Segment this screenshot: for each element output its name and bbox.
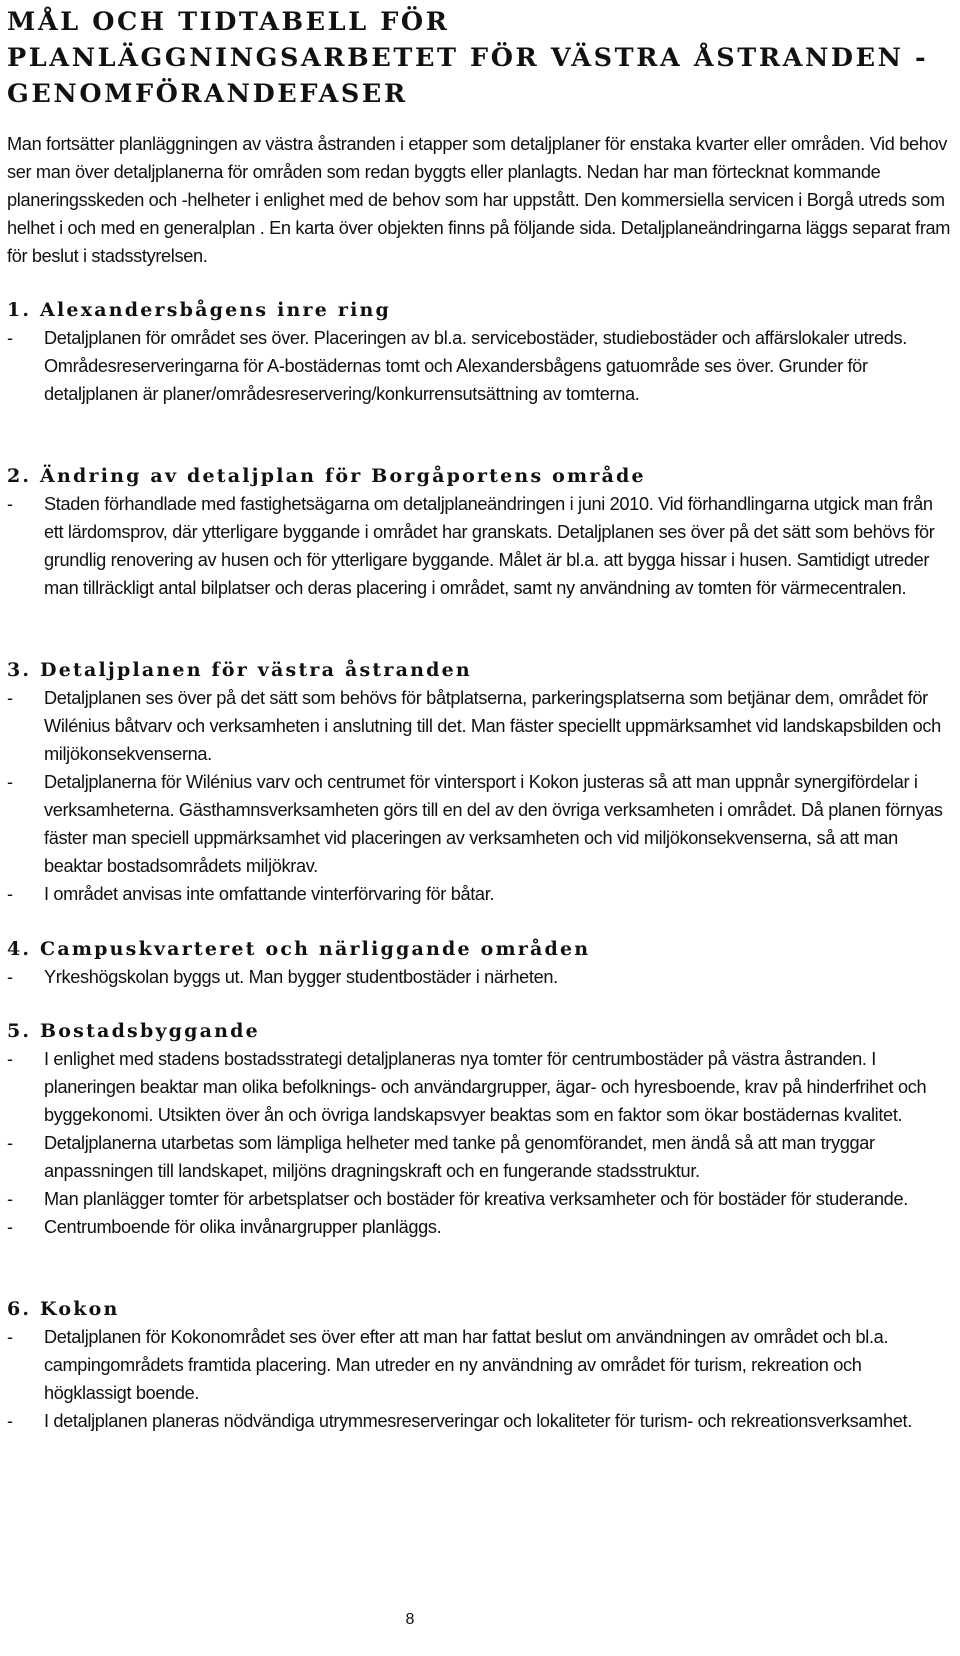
list-item: [7, 324, 952, 408]
item-text: Detaljplanen för området ses över. Placeringen av bl.a. servicebostäder, studiebostäder och affärslokaler utreds. Områdesreserveringarna för A-bostädernas tomt och Alexandersbågens gatuområde ses över. Grunder för detaljplanen är planer/områdesreservering/konkurrensutsättning av tomterna.: [44, 328, 907, 404]
list-item: [7, 490, 952, 602]
title-line-3: GENOMFÖRANDEFASER: [7, 79, 408, 109]
section-heading: 1. Alexandersbågens inre ring: [7, 299, 391, 321]
section-4: [7, 935, 952, 991]
list-item: [7, 768, 952, 880]
bullet-dash: -: [7, 494, 13, 514]
item-text: I enlighet med stadens bostadsstrategi detaljplaneras nya tomter för centrumbostäder på västra åstranden. I planeringen beaktar man olika befolknings- och användargrupper, ägar- och hyresboende, krav på hinderfrihet och byggekonomi. Utsikten över ån och övriga landskapsvyer beaktas som en faktor som ökar bostädernas kvalitet.: [44, 1049, 927, 1125]
item-text: Detaljplanen ses över på det sätt som behövs för båtplatserna, parkeringsplatserna som betjänar dem, området för Wilénius båtvarv och verksamheten i anslutning till det. Man fäster speciellt uppmärksamhet vid landskapsbilden och miljökonsekvenserna.: [44, 688, 941, 764]
bullet-dash: -: [7, 967, 13, 987]
list-item: [7, 1185, 952, 1213]
bullet-dash: -: [7, 1327, 13, 1347]
bullet-dash: -: [7, 884, 13, 904]
item-text: I detaljplanen planeras nödvändiga utrymmesreserveringar och lokaliteter för turism- och rekreationsverksamhet.: [44, 1411, 912, 1431]
list-item: [7, 1213, 952, 1241]
section-heading: 3. Detaljplanen för västra åstranden: [7, 659, 472, 681]
list-item: [7, 963, 952, 991]
bullet-dash: -: [7, 772, 13, 792]
section-5: [7, 1017, 952, 1241]
section-items: [7, 1045, 952, 1241]
section-items: [7, 324, 952, 408]
bullet-dash: -: [7, 688, 13, 708]
section-1: [7, 296, 952, 408]
section-items: [7, 684, 952, 908]
bullet-dash: -: [7, 1217, 13, 1237]
section-items: [7, 490, 952, 602]
section-items: [7, 963, 952, 991]
list-item: [7, 880, 952, 908]
section-heading: 2. Ändring av detaljplan för Borgåportens område: [7, 465, 646, 487]
item-text: Centrumboende för olika invånargrupper planläggs.: [44, 1217, 442, 1237]
title-line-1: MÅL OCH TIDTABELL FÖR: [7, 7, 450, 37]
list-item: [7, 684, 952, 768]
bullet-dash: -: [7, 1189, 13, 1209]
section-heading: 5. Bostadsbyggande: [7, 1020, 260, 1042]
item-text: Detaljplanerna utarbetas som lämpliga helheter med tanke på genomförandet, men ändå så att man tryggar anpassningen till landskapet, miljöns dragningskraft och en fungerande stadsstruktur.: [44, 1133, 875, 1181]
section-heading: 6. Kokon: [7, 1298, 120, 1320]
intro-paragraph: Man fortsätter planläggningen av västra åstranden i etapper som detaljplaner för enstaka kvarter eller områden. Vid behov ser man över detaljplanerna för områden som redan byggts eller planlagts. Nedan har man förtecknat kommande planeringsskeden och -helheter i enlighet med de behov som har uppstått. Den kommersiella servicen i Borgå utreds som helhet i och med en generalplan . En karta över objekten finns på följande sida. Detaljplaneändringarna läggs separat fram för beslut i stadsstyrelsen.: [7, 134, 951, 266]
bullet-dash: -: [7, 1049, 13, 1069]
section-2: [7, 462, 952, 602]
list-item: [7, 1323, 952, 1407]
section-items: [7, 1323, 952, 1435]
item-text: Man planlägger tomter för arbetsplatser och bostäder för kreativa verksamheter och för bostäder för studerande.: [44, 1189, 908, 1209]
list-item: [7, 1407, 952, 1435]
list-item: [7, 1129, 952, 1185]
bullet-dash: -: [7, 1411, 13, 1431]
list-item: [7, 1045, 952, 1129]
section-3: [7, 656, 952, 908]
item-text: I området anvisas inte omfattande vinterförvaring för båtar.: [44, 884, 495, 904]
bullet-dash: -: [7, 328, 13, 348]
page-number: 8: [405, 1611, 415, 1628]
title-line-2: PLANLÄGGNINGSARBETET FÖR VÄSTRA ÅSTRANDEN -: [7, 43, 929, 73]
document-title: [7, 4, 947, 112]
item-text: Staden förhandlade med fastighetsägarna om detaljplaneändringen i juni 2010. Vid förhandlingarna utgick man från ett lärdomsprov, där ytterligare byggande i området har granskats. Detaljplanen ses över på det sätt som behövs för grundlig renovering av husen och för ytterligare byggande. Målet är bl.a. att bygga hissar i husen. Samtidigt utreder man tillräckligt antal bilplatser och deras placering i området, samt ny användning av tomten för värmecentralen.: [44, 494, 935, 598]
section-heading: 4. Campuskvarteret och närliggande områden: [7, 938, 591, 960]
bullet-dash: -: [7, 1133, 13, 1153]
item-text: Yrkeshögskolan byggs ut. Man bygger studentbostäder i närheten.: [44, 967, 558, 987]
item-text: Detaljplanerna för Wilénius varv och centrumet för vintersport i Kokon justeras så att man uppnår synergifördelar i verksamheterna. Gästhamnsverksamheten görs till en del av den övriga verksamheten i området. Då planen förnyas fäster man speciell uppmärksamhet vid placeringen av verksamheten och vid miljökonsekvenserna, så att man beaktar bostadsområdets miljökrav.: [44, 772, 943, 876]
section-6: [7, 1295, 952, 1435]
item-text: Detaljplanen för Kokonområdet ses över efter att man har fattat beslut om användningen av området och bl.a. campingområdets framtida placering. Man utreder en ny användning av området för turism, rekreation och högklassigt boende.: [44, 1327, 889, 1403]
